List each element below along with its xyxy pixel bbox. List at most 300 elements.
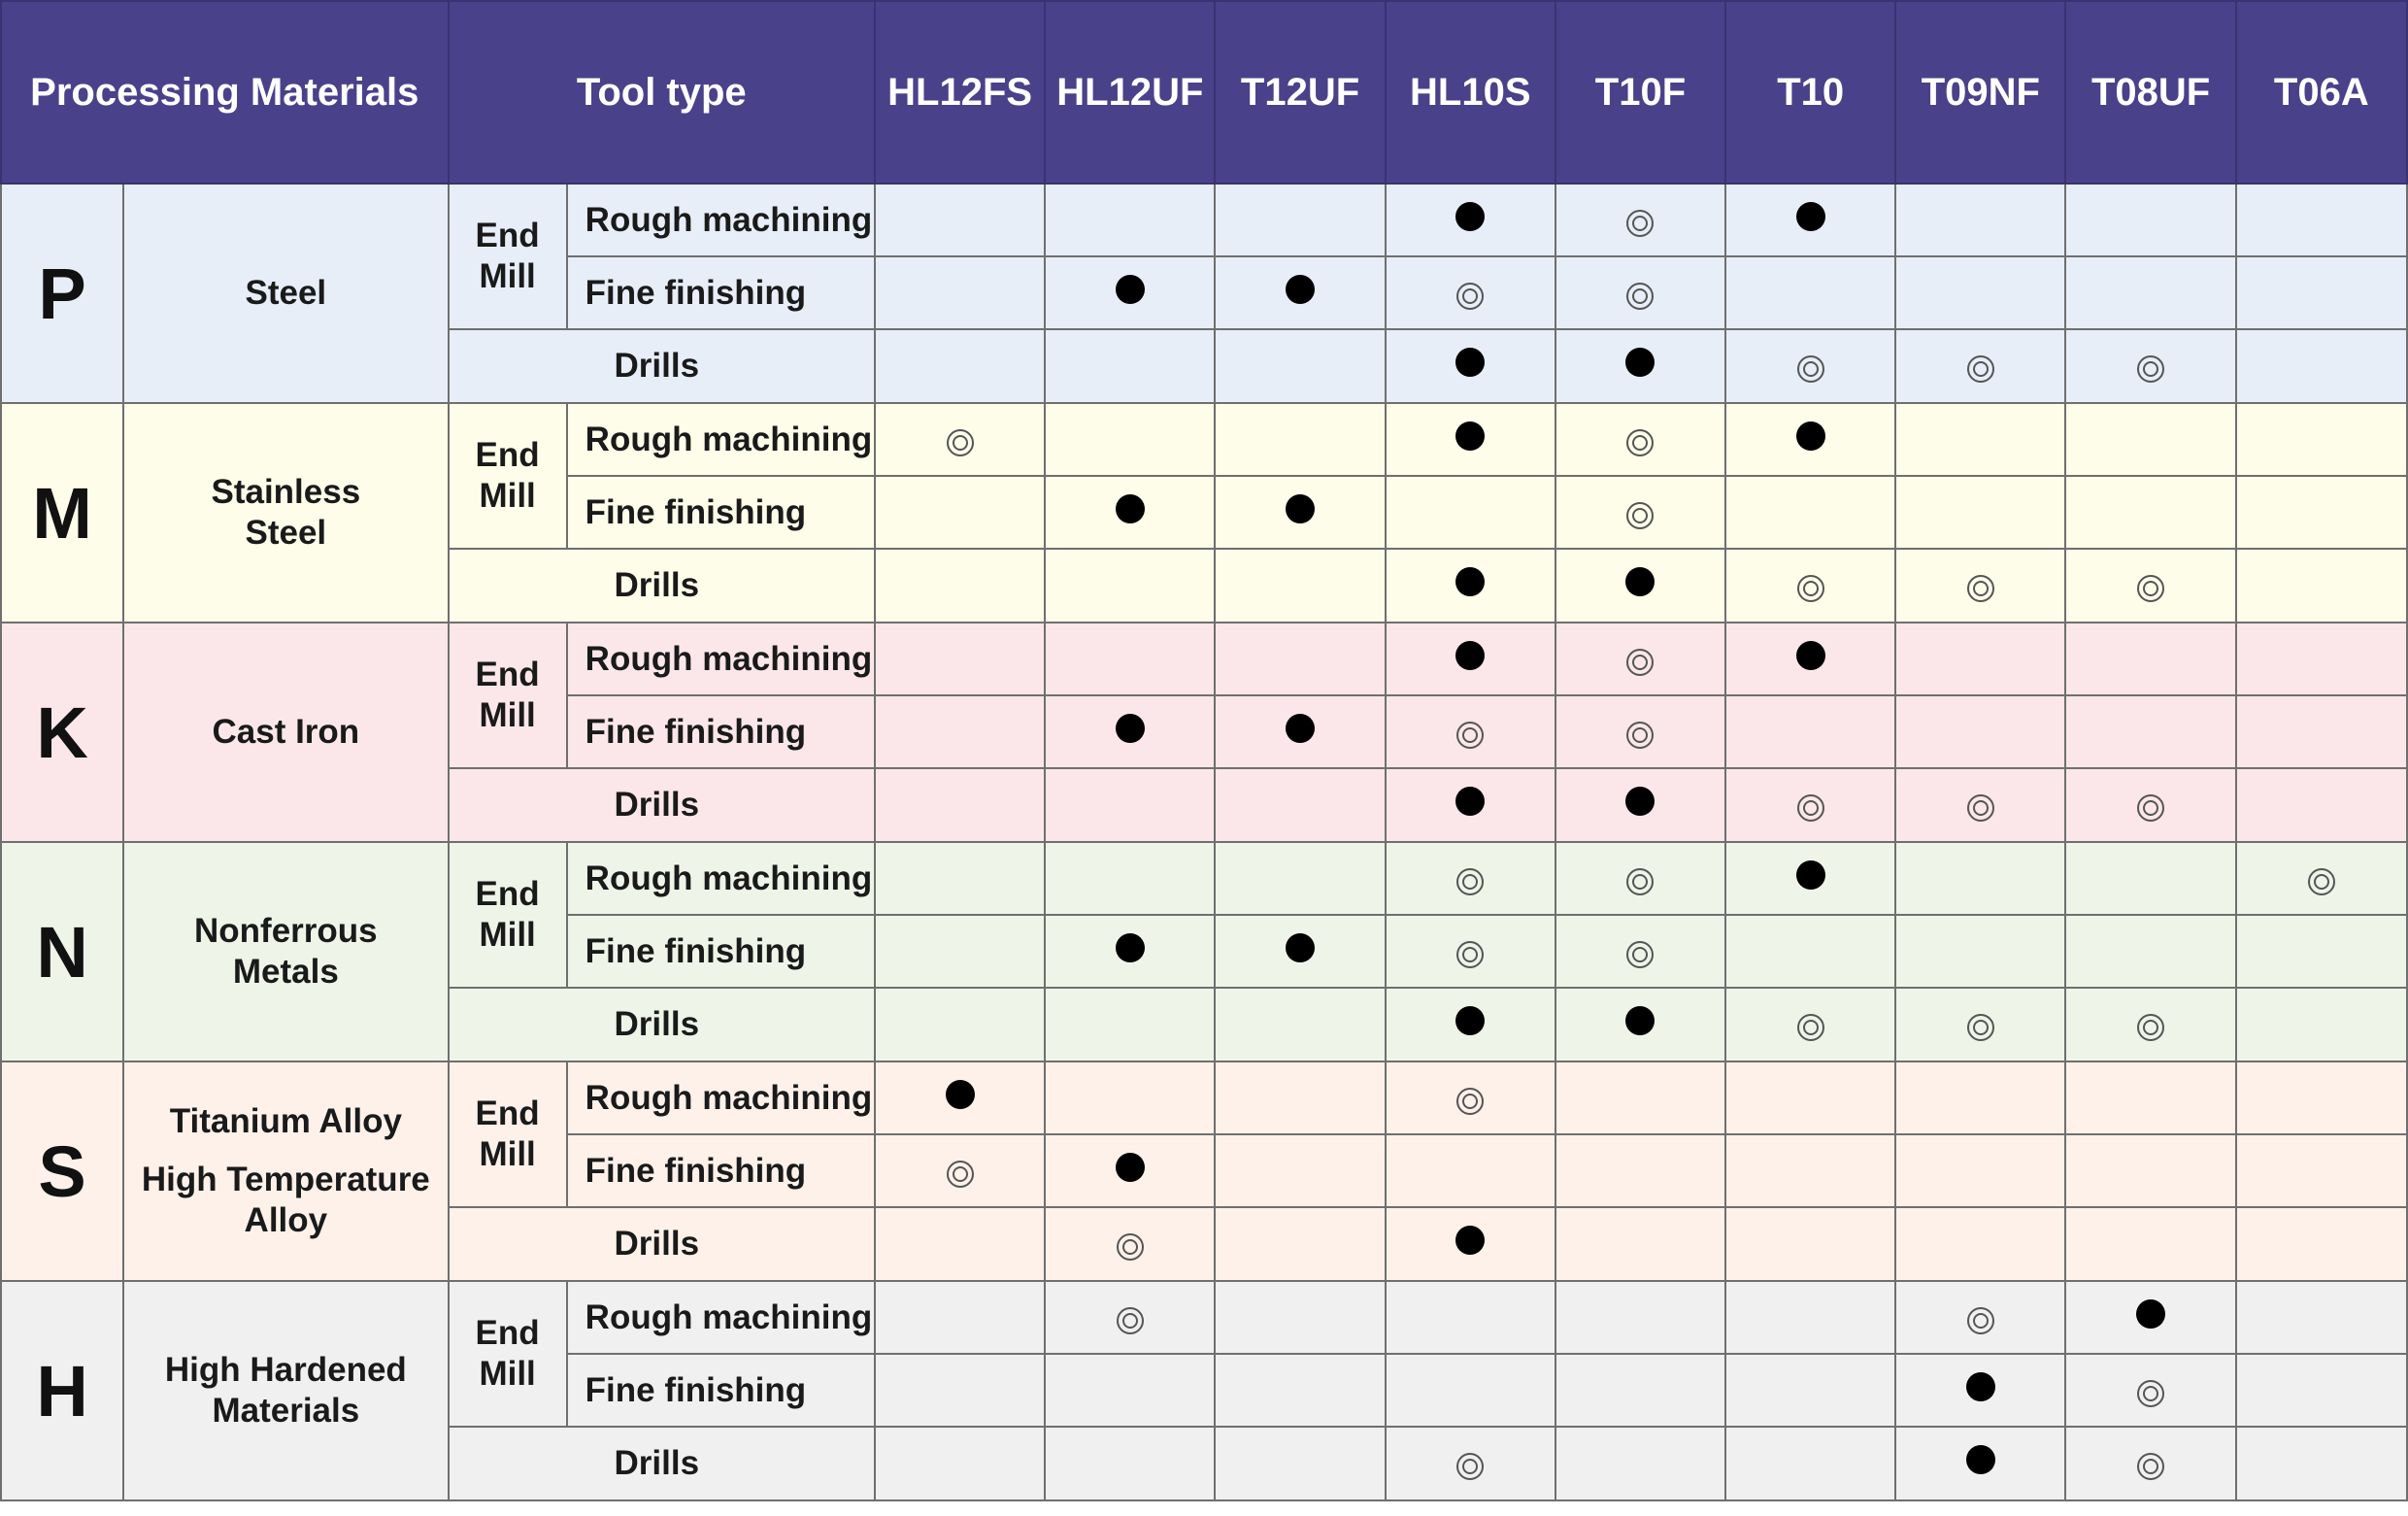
grade-cell (1895, 403, 2065, 476)
material-name (123, 842, 448, 1061)
material-name-line: Alloy (244, 1201, 328, 1239)
grade-cell (1045, 403, 1215, 476)
table-row (1, 623, 2407, 695)
material-class-letter: M (1, 403, 123, 623)
grade-cell (2065, 1354, 2235, 1427)
double-circle-icon (1626, 283, 1654, 310)
grade-cell (1555, 695, 1725, 768)
double-circle-icon (1456, 722, 1484, 749)
double-circle-icon (1456, 868, 1484, 895)
grade-cell (2065, 1427, 2235, 1500)
grade-header-hl10s: HL10S (1386, 1, 1555, 184)
table-row (1, 184, 2407, 256)
double-circle-icon (1626, 210, 1654, 237)
grade-cell (1045, 1427, 1215, 1500)
double-circle-icon (1797, 1014, 1824, 1041)
grade-cell (1555, 549, 1725, 623)
material-name (123, 623, 448, 842)
filled-circle-icon (1455, 567, 1485, 596)
grade-cell (2236, 842, 2407, 915)
grade-cell (1045, 695, 1215, 768)
grade-cell (2065, 988, 2235, 1061)
grade-cell (1555, 1427, 1725, 1500)
grade-cell (1555, 1061, 1725, 1134)
grade-cell (1895, 549, 2065, 623)
end-mill-label-line: Mill (479, 477, 536, 515)
operation-rough-machining: Rough machining (567, 1281, 875, 1354)
end-mill-label-line: End (475, 1095, 540, 1132)
double-circle-icon (1626, 429, 1654, 456)
material-name (123, 184, 448, 403)
grade-cell (1215, 1061, 1385, 1134)
grade-cell (1555, 403, 1725, 476)
grade-cell (2065, 695, 2235, 768)
grade-cell (2236, 256, 2407, 329)
filled-circle-icon (1286, 714, 1315, 743)
grade-cell (2065, 623, 2235, 695)
grade-cell (1895, 988, 2065, 1061)
grade-cell (1725, 988, 1895, 1061)
grade-cell (2236, 184, 2407, 256)
grade-cell (1045, 1061, 1215, 1134)
grade-cell (1215, 184, 1385, 256)
grade-cell (1725, 549, 1895, 623)
material-class-letter: P (1, 184, 123, 403)
grade-cell (1215, 1134, 1385, 1207)
material-name-line: Steel (245, 274, 327, 312)
end-mill-label (449, 1061, 567, 1207)
tool-type-header: Tool type (449, 1, 876, 184)
end-mill-label-line: Mill (479, 257, 536, 295)
double-circle-icon (1117, 1307, 1144, 1334)
material-class-letter: N (1, 842, 123, 1061)
grade-header-t09nf: T09NF (1895, 1, 2065, 184)
filled-circle-icon (1116, 275, 1145, 304)
grade-cell (1725, 1354, 1895, 1427)
material-name-line: High Hardened (164, 1351, 407, 1389)
grade-cell (2236, 988, 2407, 1061)
grade-cell (1386, 184, 1555, 256)
grade-cell (1215, 1354, 1385, 1427)
grade-cell (1725, 1281, 1895, 1354)
double-circle-icon (1967, 1307, 1994, 1334)
filled-circle-icon (1796, 641, 1825, 670)
grade-cell (1215, 842, 1385, 915)
operation-rough-machining: Rough machining (567, 1061, 875, 1134)
double-circle-icon (1117, 1233, 1144, 1261)
filled-circle-icon (1286, 933, 1315, 962)
filled-circle-icon (1455, 787, 1485, 816)
double-circle-icon (1456, 941, 1484, 968)
grade-header-t06a: T06A (2236, 1, 2407, 184)
grade-cell (2236, 1134, 2407, 1207)
double-circle-icon (1626, 722, 1654, 749)
grade-cell (1725, 695, 1895, 768)
operation-rough-machining: Rough machining (567, 623, 875, 695)
grade-cell (1045, 768, 1215, 842)
double-circle-icon (2137, 1453, 2164, 1480)
material-name (123, 1281, 448, 1500)
grade-cell (875, 1281, 1045, 1354)
operation-rough-machining: Rough machining (567, 842, 875, 915)
filled-circle-icon (2136, 1299, 2165, 1329)
grade-cell (1555, 1281, 1725, 1354)
operation-drills: Drills (449, 1207, 876, 1281)
filled-circle-icon (1286, 275, 1315, 304)
double-circle-icon (1967, 794, 1994, 822)
grade-header-t10: T10 (1725, 1, 1895, 184)
grade-cell (2065, 842, 2235, 915)
grade-cell (1555, 842, 1725, 915)
operation-fine-finishing: Fine finishing (567, 256, 875, 329)
grade-cell (1555, 1354, 1725, 1427)
filled-circle-icon (1455, 202, 1485, 231)
grade-cell (1895, 1061, 2065, 1134)
filled-circle-icon (1625, 1006, 1655, 1035)
material-class-letter: H (1, 1281, 123, 1500)
processing-materials-header: Processing Materials (1, 1, 449, 184)
grade-cell (1555, 988, 1725, 1061)
grade-cell (1215, 988, 1385, 1061)
grade-cell (1386, 256, 1555, 329)
material-name-line: Materials (212, 1392, 360, 1430)
grade-cell (1895, 476, 2065, 549)
grade-cell (1725, 842, 1895, 915)
grade-cell (1045, 549, 1215, 623)
end-mill-label (449, 1281, 567, 1427)
grade-cell (2065, 1281, 2235, 1354)
material-name-line: Nonferrous (194, 912, 378, 950)
filled-circle-icon (1455, 1006, 1485, 1035)
filled-circle-icon (1625, 348, 1655, 377)
grade-cell (1215, 256, 1385, 329)
end-mill-label-line: Mill (479, 1355, 536, 1393)
grade-cell (1386, 403, 1555, 476)
double-circle-icon (1456, 1453, 1484, 1480)
grade-cell (1555, 1207, 1725, 1281)
double-circle-icon (1626, 502, 1654, 529)
grade-cell (1555, 476, 1725, 549)
material-name-line: Cast Iron (212, 713, 360, 751)
grade-cell (1215, 329, 1385, 403)
double-circle-icon (1797, 794, 1824, 822)
grade-cell (875, 1427, 1045, 1500)
grade-cell (875, 1354, 1045, 1427)
operation-drills: Drills (449, 549, 876, 623)
grade-cell (1895, 329, 2065, 403)
grade-cell (1725, 184, 1895, 256)
grade-cell (1386, 623, 1555, 695)
grade-cell (1045, 1134, 1215, 1207)
grade-cell (1045, 1207, 1215, 1281)
grade-cell (2236, 1061, 2407, 1134)
grade-cell (1895, 1427, 2065, 1500)
grade-cell (1555, 329, 1725, 403)
grade-cell (1215, 768, 1385, 842)
grade-cell (1045, 184, 1215, 256)
grade-cell (2236, 403, 2407, 476)
filled-circle-icon (1625, 567, 1655, 596)
operation-drills: Drills (449, 988, 876, 1061)
material-name-line: Stainless (211, 473, 361, 511)
grade-cell (1895, 184, 2065, 256)
grade-cell (2236, 329, 2407, 403)
grade-cell (1895, 1207, 2065, 1281)
grade-cell (2065, 256, 2235, 329)
table-row (1, 1281, 2407, 1354)
grade-cell (1386, 1427, 1555, 1500)
double-circle-icon (2137, 794, 2164, 822)
grade-cell (1045, 476, 1215, 549)
grade-cell (1725, 256, 1895, 329)
grade-cell (1555, 1134, 1725, 1207)
grade-cell (1895, 695, 2065, 768)
grade-cell (1725, 623, 1895, 695)
end-mill-label-line: Mill (479, 1135, 536, 1173)
filled-circle-icon (1455, 641, 1485, 670)
grade-cell (1386, 329, 1555, 403)
grade-cell (2065, 1134, 2235, 1207)
end-mill-label (449, 184, 567, 329)
double-circle-icon (1967, 575, 1994, 602)
grade-cell (2236, 695, 2407, 768)
grade-cell (1045, 329, 1215, 403)
double-circle-icon (1626, 649, 1654, 676)
grade-header-hl12fs: HL12FS (875, 1, 1045, 184)
end-mill-label-line: End (475, 656, 540, 693)
end-mill-label-line: Mill (479, 696, 536, 734)
grade-cell (2065, 1207, 2235, 1281)
grade-cell (875, 915, 1045, 988)
material-class-letter: S (1, 1061, 123, 1281)
grade-cell (1386, 1281, 1555, 1354)
grade-cell (2236, 1354, 2407, 1427)
grade-cell (875, 184, 1045, 256)
filled-circle-icon (1116, 494, 1145, 523)
grade-cell (1215, 1427, 1385, 1500)
grade-cell (1725, 768, 1895, 842)
filled-circle-icon (1455, 1226, 1485, 1255)
grade-cell (1555, 623, 1725, 695)
grade-cell (875, 768, 1045, 842)
grade-cell (1555, 184, 1725, 256)
grade-header-t08uf: T08UF (2065, 1, 2235, 184)
grade-cell (2236, 1427, 2407, 1500)
end-mill-label (449, 403, 567, 549)
double-circle-icon (2137, 1380, 2164, 1407)
grade-cell (1045, 915, 1215, 988)
grade-cell (875, 403, 1045, 476)
end-mill-label-line: Mill (479, 916, 536, 954)
double-circle-icon (1967, 1014, 1994, 1041)
grade-cell (1215, 1281, 1385, 1354)
filled-circle-icon (1966, 1372, 1995, 1401)
double-circle-icon (2137, 1014, 2164, 1041)
double-circle-icon (2308, 868, 2335, 895)
grade-cell (1045, 256, 1215, 329)
grade-cell (1045, 623, 1215, 695)
end-mill-label-line: End (475, 217, 540, 254)
grade-header-hl12uf: HL12UF (1045, 1, 1215, 184)
filled-circle-icon (1116, 933, 1145, 962)
filled-circle-icon (1116, 1153, 1145, 1182)
grade-cell (1386, 1134, 1555, 1207)
double-circle-icon (1797, 575, 1824, 602)
grade-cell (1045, 842, 1215, 915)
filled-circle-icon (1796, 421, 1825, 451)
grade-cell (875, 549, 1045, 623)
operation-fine-finishing: Fine finishing (567, 1134, 875, 1207)
grade-cell (1386, 915, 1555, 988)
material-name-line: High Temperature (141, 1161, 430, 1198)
double-circle-icon (1456, 283, 1484, 310)
grade-cell (1895, 1281, 2065, 1354)
grade-cell (1895, 1354, 2065, 1427)
operation-fine-finishing: Fine finishing (567, 1354, 875, 1427)
grade-cell (1386, 768, 1555, 842)
grade-cell (1555, 915, 1725, 988)
grade-cell (2065, 549, 2235, 623)
double-circle-icon (1626, 941, 1654, 968)
grade-cell (875, 476, 1045, 549)
grade-cell (1725, 476, 1895, 549)
grade-cell (1386, 1354, 1555, 1427)
grade-cell (1215, 549, 1385, 623)
grade-cell (1725, 403, 1895, 476)
grade-cell (1555, 256, 1725, 329)
grade-cell (1725, 915, 1895, 988)
grade-cell (2065, 768, 2235, 842)
grade-cell (1215, 623, 1385, 695)
operation-drills: Drills (449, 1427, 876, 1500)
operation-fine-finishing: Fine finishing (567, 476, 875, 549)
grade-cell (1045, 988, 1215, 1061)
table-row (1, 403, 2407, 476)
grade-cell (1895, 768, 2065, 842)
grade-cell (1895, 1134, 2065, 1207)
filled-circle-icon (1455, 348, 1485, 377)
grade-cell (875, 623, 1045, 695)
material-name-line: Steel (245, 514, 327, 552)
grade-cell (875, 256, 1045, 329)
grade-cell (2065, 476, 2235, 549)
double-circle-icon (1797, 355, 1824, 383)
material-name-line: Titanium Alloy (169, 1102, 402, 1140)
grade-cell (2236, 1207, 2407, 1281)
double-circle-icon (2137, 575, 2164, 602)
operation-drills: Drills (449, 768, 876, 842)
end-mill-label (449, 842, 567, 988)
filled-circle-icon (1455, 421, 1485, 451)
double-circle-icon (1967, 355, 1994, 383)
grade-cell (875, 1061, 1045, 1134)
filled-circle-icon (1286, 494, 1315, 523)
filled-circle-icon (1116, 714, 1145, 743)
grade-header-t10f: T10F (1555, 1, 1725, 184)
grade-cell (1725, 1207, 1895, 1281)
material-class-letter: K (1, 623, 123, 842)
table-row (1, 842, 2407, 915)
grade-cell (1215, 915, 1385, 988)
grade-cell (1386, 842, 1555, 915)
filled-circle-icon (1796, 202, 1825, 231)
operation-fine-finishing: Fine finishing (567, 695, 875, 768)
operation-fine-finishing: Fine finishing (567, 915, 875, 988)
grade-cell (1386, 1207, 1555, 1281)
double-circle-icon (947, 429, 974, 456)
grade-cell (2236, 549, 2407, 623)
double-circle-icon (1456, 1088, 1484, 1115)
grade-cell (1895, 623, 2065, 695)
grade-cell (1555, 768, 1725, 842)
end-mill-label-line: End (475, 1314, 540, 1352)
end-mill-label (449, 623, 567, 768)
header-row (1, 1, 2407, 184)
grade-cell (2065, 1061, 2235, 1134)
operation-drills: Drills (449, 329, 876, 403)
grade-cell (1725, 1427, 1895, 1500)
double-circle-icon (947, 1161, 974, 1188)
grade-cell (1386, 988, 1555, 1061)
grade-cell (2236, 623, 2407, 695)
grade-cell (1725, 329, 1895, 403)
grade-header-t12uf: T12UF (1215, 1, 1385, 184)
table-row (1, 1061, 2407, 1134)
grade-cell (2236, 476, 2407, 549)
grade-cell (1215, 403, 1385, 476)
material-name (123, 403, 448, 623)
grade-cell (1215, 476, 1385, 549)
filled-circle-icon (1966, 1445, 1995, 1474)
grade-cell (2065, 403, 2235, 476)
filled-circle-icon (1796, 860, 1825, 890)
end-mill-label-line: End (475, 875, 540, 913)
grade-cell (875, 1134, 1045, 1207)
material-name (123, 1061, 448, 1281)
double-circle-icon (2137, 355, 2164, 383)
operation-rough-machining: Rough machining (567, 184, 875, 256)
grade-cell (2236, 1281, 2407, 1354)
grade-cell (2065, 329, 2235, 403)
table-body (1, 184, 2407, 1500)
grade-cell (1215, 695, 1385, 768)
grade-cell (1386, 1061, 1555, 1134)
grade-cell (1386, 476, 1555, 549)
grade-cell (2236, 915, 2407, 988)
material-name-line: Metals (232, 953, 339, 991)
grade-cell (1045, 1281, 1215, 1354)
end-mill-label-line: End (475, 436, 540, 474)
grade-cell (875, 695, 1045, 768)
grade-cell (875, 842, 1045, 915)
grade-cell (1215, 1207, 1385, 1281)
grade-cell (2236, 768, 2407, 842)
grade-cell (875, 1207, 1045, 1281)
operation-rough-machining: Rough machining (567, 403, 875, 476)
grade-cell (2065, 184, 2235, 256)
grade-cell (1045, 1354, 1215, 1427)
grade-cell (875, 329, 1045, 403)
grade-cell (1895, 256, 2065, 329)
grade-cell (1386, 549, 1555, 623)
grade-cell (1386, 695, 1555, 768)
grade-cell (1725, 1061, 1895, 1134)
grade-cell (1895, 842, 2065, 915)
grade-cell (1725, 1134, 1895, 1207)
double-circle-icon (1626, 868, 1654, 895)
grade-cell (875, 988, 1045, 1061)
grade-cell (2065, 915, 2235, 988)
